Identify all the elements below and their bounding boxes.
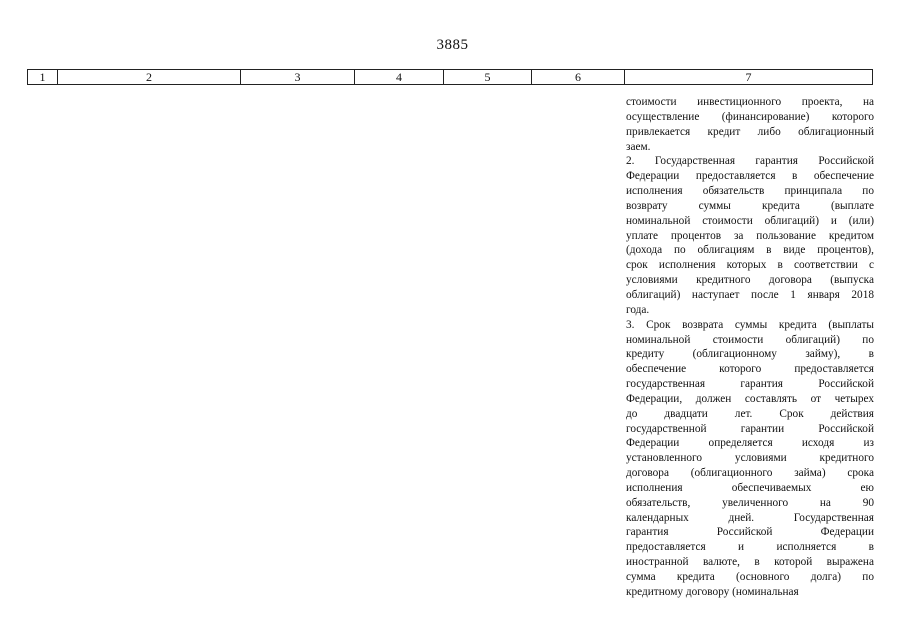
text-line: обеспечение которого предоставляется — [626, 363, 874, 376]
text-line: предоставляется и исполняется в — [626, 541, 874, 554]
page-number: 3885 — [436, 37, 469, 53]
text-line: привлекается кредит либо облигационный — [626, 125, 874, 138]
text-line: договора (облигационного займа) срока — [626, 467, 874, 480]
text-line: облигаций) наступает после 1 января 2018 — [626, 288, 874, 301]
paragraph — [626, 154, 874, 317]
text-line: календарных дней. Государственная — [626, 511, 874, 524]
text-line: гарантия Российской Федерации — [626, 526, 874, 539]
text-line: Федерации, должен составлять от четырех — [626, 392, 874, 405]
text-line: номинальной стоимости облигаций) по — [626, 333, 874, 346]
text-line: условиями кредитного договора (выпуска — [626, 274, 874, 287]
text-line: 2. Государственная гарантия Российской — [626, 155, 874, 168]
text-line: государственная гарантия Российской — [626, 378, 874, 391]
text-line: срок исполнения которых в соответствии с — [626, 259, 874, 272]
column-header-2: 2 — [58, 70, 241, 84]
text-line: иностранной валюте, в которой выражена — [626, 556, 874, 569]
text-line: возврату суммы кредита (выплате — [626, 199, 874, 212]
text-line: (дохода по облигациям в виде процентов), — [626, 244, 874, 257]
text-line: года. — [626, 303, 650, 316]
text-line: уплате процентов за пользование кредитом — [626, 229, 874, 242]
text-line: до двадцати лет. Срок действия — [626, 407, 874, 420]
column-header-3: 3 — [241, 70, 355, 84]
text-line: установленного условиями кредитного — [626, 452, 874, 465]
text-line: обязательств, увеличенного на 90 — [626, 496, 874, 509]
column-header-4: 4 — [355, 70, 444, 84]
table-header-row — [27, 69, 873, 85]
text-line: государственной гарантии Российской — [626, 422, 874, 435]
column-7-text — [626, 95, 874, 600]
paragraph — [626, 95, 874, 154]
text-line: 3. Срок возврата суммы кредита (выплаты — [626, 318, 874, 331]
column-header-5: 5 — [444, 70, 532, 84]
text-line: исполнения обеспечиваемых ею — [626, 481, 874, 494]
text-line: стоимости инвестиционного проекта, на — [626, 96, 874, 108]
text-line: Федерации предоставляется в обеспечение — [626, 170, 874, 183]
text-line: Федерации определяется исходя из — [626, 437, 874, 450]
column-header-1: 1 — [28, 70, 58, 84]
column-header-6: 6 — [532, 70, 625, 84]
text-line: кредитному договору (номинальная — [626, 585, 799, 598]
text-line: номинальной стоимости облигаций) и (или) — [626, 214, 874, 227]
text-line: исполнения обязательств принципала по — [626, 185, 874, 198]
column-header-7: 7 — [745, 70, 752, 84]
paragraph — [626, 318, 874, 600]
text-line: осуществление (финансирование) которого — [626, 110, 874, 123]
text-line: заем. — [626, 140, 651, 153]
text-line: кредиту (облигационному займу), в — [626, 348, 874, 361]
text-line: сумма кредита (основного долга) по — [626, 571, 874, 583]
